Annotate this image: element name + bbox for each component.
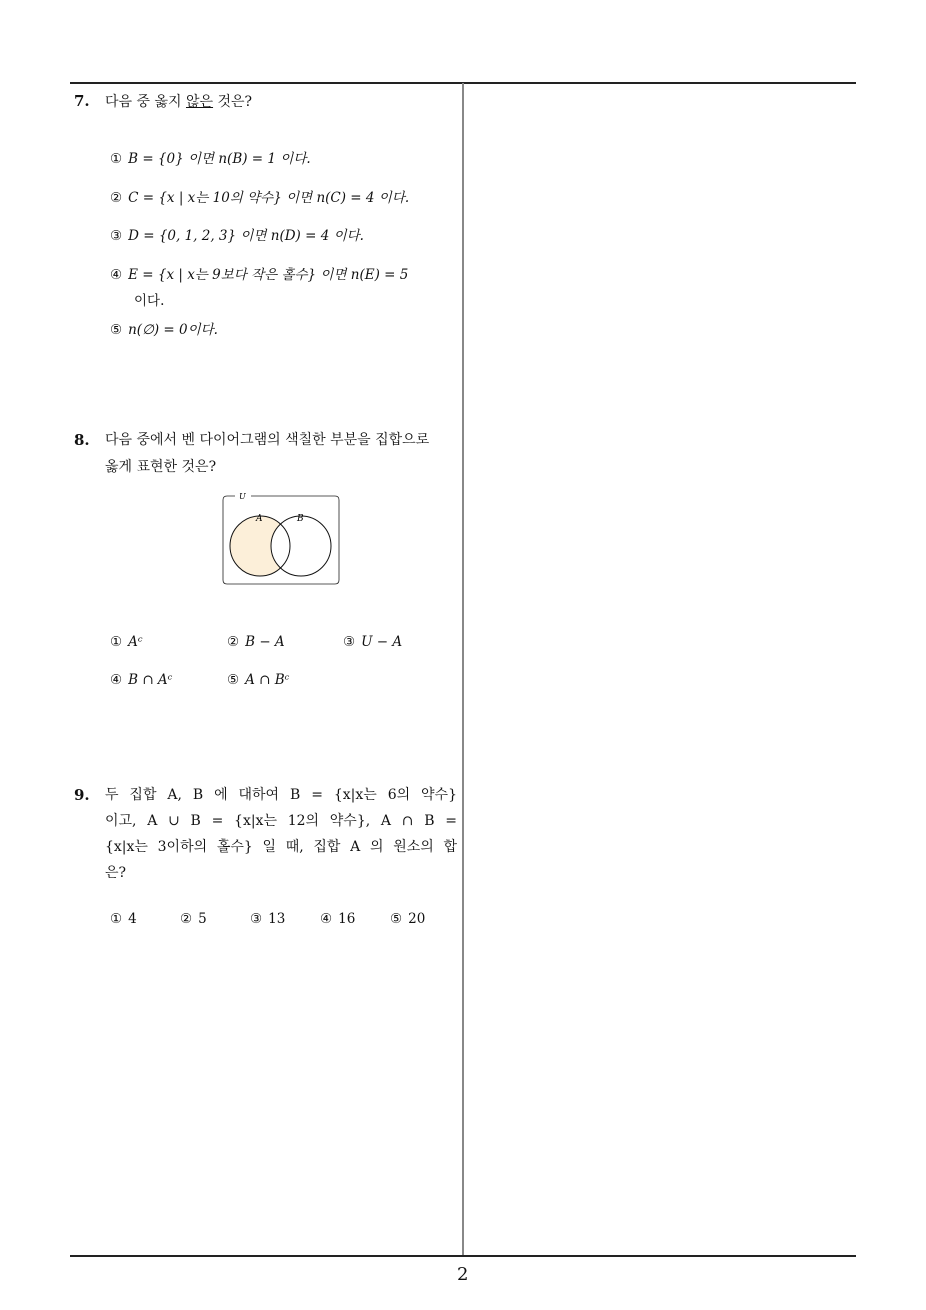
q7-option-5[interactable] [110,318,218,338]
q7-option-4-mark: ④ [110,267,123,283]
q8-line-1: 다음 중에서 벤 다이어그램의 색칠한 부분을 집합으로 [105,432,430,448]
q9-option-5[interactable] [390,911,425,927]
q7-option-3-text: D = {0, 1, 2, 3} 이면 n(D) = 4 이다. [128,228,364,244]
q7-option-4-text: E = {x | x는 9보다 작은 홀수} 이면 n(E) = 5 [128,267,409,283]
q7-stem-a: 다음 중 옳지 [105,94,186,110]
q7-option-1-text: B = {0} 이면 n(B) = 1 이다. [128,151,311,167]
page-number: 2 [457,1264,469,1285]
bottom-rule [70,1255,856,1257]
q7-option-2[interactable] [110,186,409,206]
q9-option-3-text: 13 [268,911,286,927]
q9-option-2[interactable] [180,911,207,927]
q7-option-5-text: n(∅) = 0이다. [128,322,218,338]
q9-option-5-mark: ⑤ [390,911,403,927]
q7-option-3[interactable] [110,224,364,244]
q8-number: 8. [74,431,90,449]
q8-option-1-mark: ① [110,634,123,650]
q7-stem-underlined: 않은 [185,94,214,110]
q8-option-4-mark: ④ [110,672,123,688]
q8-option-4-text: B ∩ Aᶜ [128,672,173,688]
q8-option-2-mark: ② [227,634,240,650]
q9-option-4-text: 16 [338,911,356,927]
q7-option-4[interactable] [110,263,408,283]
venn-label-a: A [256,514,263,524]
q8-option-3-mark: ③ [343,634,356,650]
q8-option-1[interactable] [110,634,143,650]
q7-option-3-mark: ③ [110,228,123,244]
q8-option-1-text: Aᶜ [128,634,143,650]
q7-option-2-text: C = {x | x는 10의 약수} 이면 n(C) = 4 이다. [128,190,410,206]
q7-option-5-mark: ⑤ [110,322,123,338]
q7-stem-b: 것은? [213,94,253,110]
venn-diagram [215,488,345,588]
q8-option-2-text: B − A [245,634,285,650]
q9-option-1[interactable] [110,911,137,927]
q9-option-2-mark: ② [180,911,193,927]
column-divider [462,83,464,1256]
q7-option-1[interactable] [110,147,311,167]
q8-option-3[interactable] [343,634,402,650]
q8-option-4[interactable] [110,672,172,688]
q9-option-1-text: 4 [128,911,137,927]
q9-option-3[interactable] [250,911,285,927]
q8-option-2[interactable] [227,634,285,650]
q8-line-2: 옳게 표현한 것은? [105,459,217,475]
q8-option-5-text: A ∩ Bᶜ [245,672,290,688]
q7-option-4-continuation: 이다. [134,293,165,309]
q9-option-1-mark: ① [110,911,123,927]
q9-number: 9. [74,786,90,804]
q7-option-2-mark: ② [110,190,123,206]
q9-line-1: 두 집합 A, B 에 대하여 B = {x|x는 6의 약수} [105,787,457,803]
q7-option-1-mark: ① [110,151,123,167]
q9-line-3: {x|x는 3이하의 홀수} 일 때, 집합 A 의 원소의 합 [105,839,457,855]
q8-option-5-mark: ⑤ [227,672,240,688]
q7-number: 7. [74,92,90,110]
q9-line-4: 은? [105,865,127,881]
q7-stem [105,89,252,116]
q8-option-3-text: U − A [361,634,403,650]
q9-option-4-mark: ④ [320,911,333,927]
q9-option-5-text: 20 [408,911,426,927]
q9-line-2: 이고, A ∪ B = {x|x는 12의 약수}, A ∩ B = [105,813,457,829]
venn-label-u: U [239,492,246,501]
venn-label-b: B [297,514,304,524]
q9-option-4[interactable] [320,911,355,927]
q9-option-2-text: 5 [198,911,207,927]
q8-option-5[interactable] [227,672,289,688]
q9-option-3-mark: ③ [250,911,263,927]
